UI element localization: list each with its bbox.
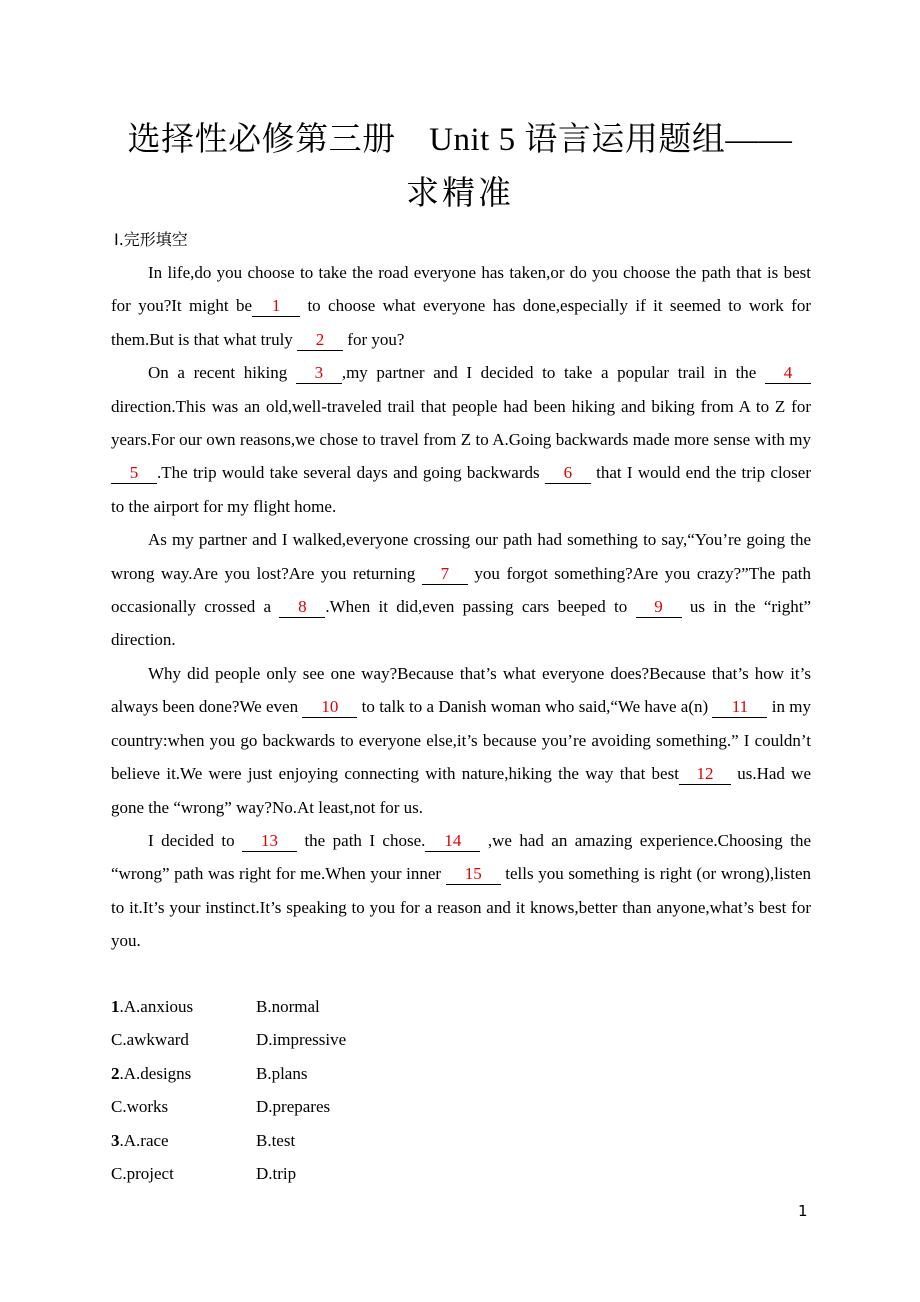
blank-13: 13: [242, 832, 297, 852]
blank-2: 2: [297, 331, 343, 351]
blank-11: 11: [712, 698, 767, 718]
option-d: D.impressive: [256, 1030, 347, 1050]
question-number: 1: [111, 997, 120, 1016]
paragraph-1: [111, 256, 811, 356]
paragraph-3: [111, 523, 811, 657]
page-number: 1: [798, 1202, 808, 1220]
text: As my partner and I walked,everyone crossing our path had something to say,“You’re going the wrong way.Are you lost?Are you returning: [111, 530, 811, 583]
blank-4: 4: [765, 364, 811, 384]
text: you forgot something?Are you crazy?”The path occasionally crossed a: [111, 563, 812, 617]
text: On a recent hiking: [148, 363, 296, 383]
option-a: .A.designs: [119, 1063, 192, 1083]
question-2-row-cd: [111, 1090, 346, 1123]
option-a: .A.anxious: [119, 997, 194, 1016]
blank-12: 12: [679, 765, 731, 785]
text: I decided to: [148, 830, 243, 850]
text: in my country:when you go backwards to everyone else,it’s because you’re avoiding something.” I couldn’t believe it.We were just enjoying connecting with nature,hiking the way that best: [111, 697, 811, 784]
option-b: B.test: [256, 1130, 296, 1150]
question-2-row-ab: [111, 1057, 346, 1090]
text: the path I chose.: [297, 830, 426, 850]
question-3-row-cd: [111, 1157, 346, 1190]
question-3-row-ab: [111, 1124, 346, 1157]
question-1-row-ab: [111, 990, 346, 1023]
blank-5: 5: [111, 464, 157, 484]
text: us.Had we gone the “wrong” way?No.At least,not for us.: [111, 764, 811, 817]
paragraph-4: [111, 657, 811, 824]
blank-9: 9: [636, 598, 682, 618]
question-number: 3: [111, 1130, 120, 1150]
blank-6: 6: [545, 464, 591, 484]
text: .When it did,even passing cars beeped to: [325, 597, 636, 617]
option-b: B.plans: [256, 1063, 308, 1083]
section-heading: Ⅰ.完形填空: [114, 230, 188, 249]
blank-3: 3: [296, 364, 342, 384]
page-title-line2: 求精准: [406, 176, 514, 212]
text: us in the “right” direction.: [111, 597, 812, 650]
text: to talk to a Danish woman who said,“We have a(n): [357, 697, 713, 717]
question-1-row-cd: [111, 1023, 346, 1056]
answer-options: [111, 990, 346, 1190]
text: ,my partner and I decided to take a popular trail in the: [341, 363, 765, 383]
text: direction.This was an old,well-traveled trail that people had been hiking and biking from A to Z for years.For our own reasons,we chose to travel from Z to A.Going backwards made more sense with my: [111, 396, 811, 450]
option-c: C.awkward: [111, 1030, 189, 1050]
text: for you?: [343, 329, 405, 349]
blank-15: 15: [446, 865, 501, 885]
paragraph-2: [111, 356, 811, 523]
option-c: C.works: [111, 1097, 169, 1117]
question-number: 2: [111, 1063, 120, 1083]
page-title-line1: 选择性必修第三册 Unit 5 语言运用题组——: [127, 122, 793, 158]
blank-14: 14: [425, 832, 480, 852]
blank-1: 1: [252, 297, 300, 317]
text: ,we had an amazing experience.Choosing the “wrong” path was right for me.When your inner: [111, 830, 811, 884]
option-a: .A.race: [119, 1130, 169, 1150]
text: Why did people only see one way?Because that’s what everyone does?Because that’s how it’s always been done?We even: [111, 663, 811, 717]
blank-10: 10: [302, 698, 357, 718]
text: to choose what everyone has done,especially if it seemed to work for them.But is that what truly: [111, 296, 811, 349]
text: In life,do you choose to take the road everyone has taken,or do you choose the path that is best for you?It might be: [111, 263, 811, 316]
paragraph-5: [111, 824, 811, 958]
option-d: D.trip: [256, 1164, 297, 1184]
option-c: C.project: [111, 1164, 174, 1184]
option-b: B.normal: [256, 997, 320, 1016]
text: tells you something is right (or wrong),listen to it.It’s your instinct.It’s speaking to you for a reason and it knows,better than anyone,what’s best for you.: [111, 864, 812, 951]
cloze-passage: [111, 256, 811, 958]
option-d: D.prepares: [256, 1097, 331, 1117]
blank-8: 8: [279, 598, 325, 618]
blank-7: 7: [422, 565, 468, 585]
text: .The trip would take several days and going backwards: [157, 463, 545, 483]
text: that I would end the trip closer to the airport for my flight home.: [111, 463, 811, 516]
